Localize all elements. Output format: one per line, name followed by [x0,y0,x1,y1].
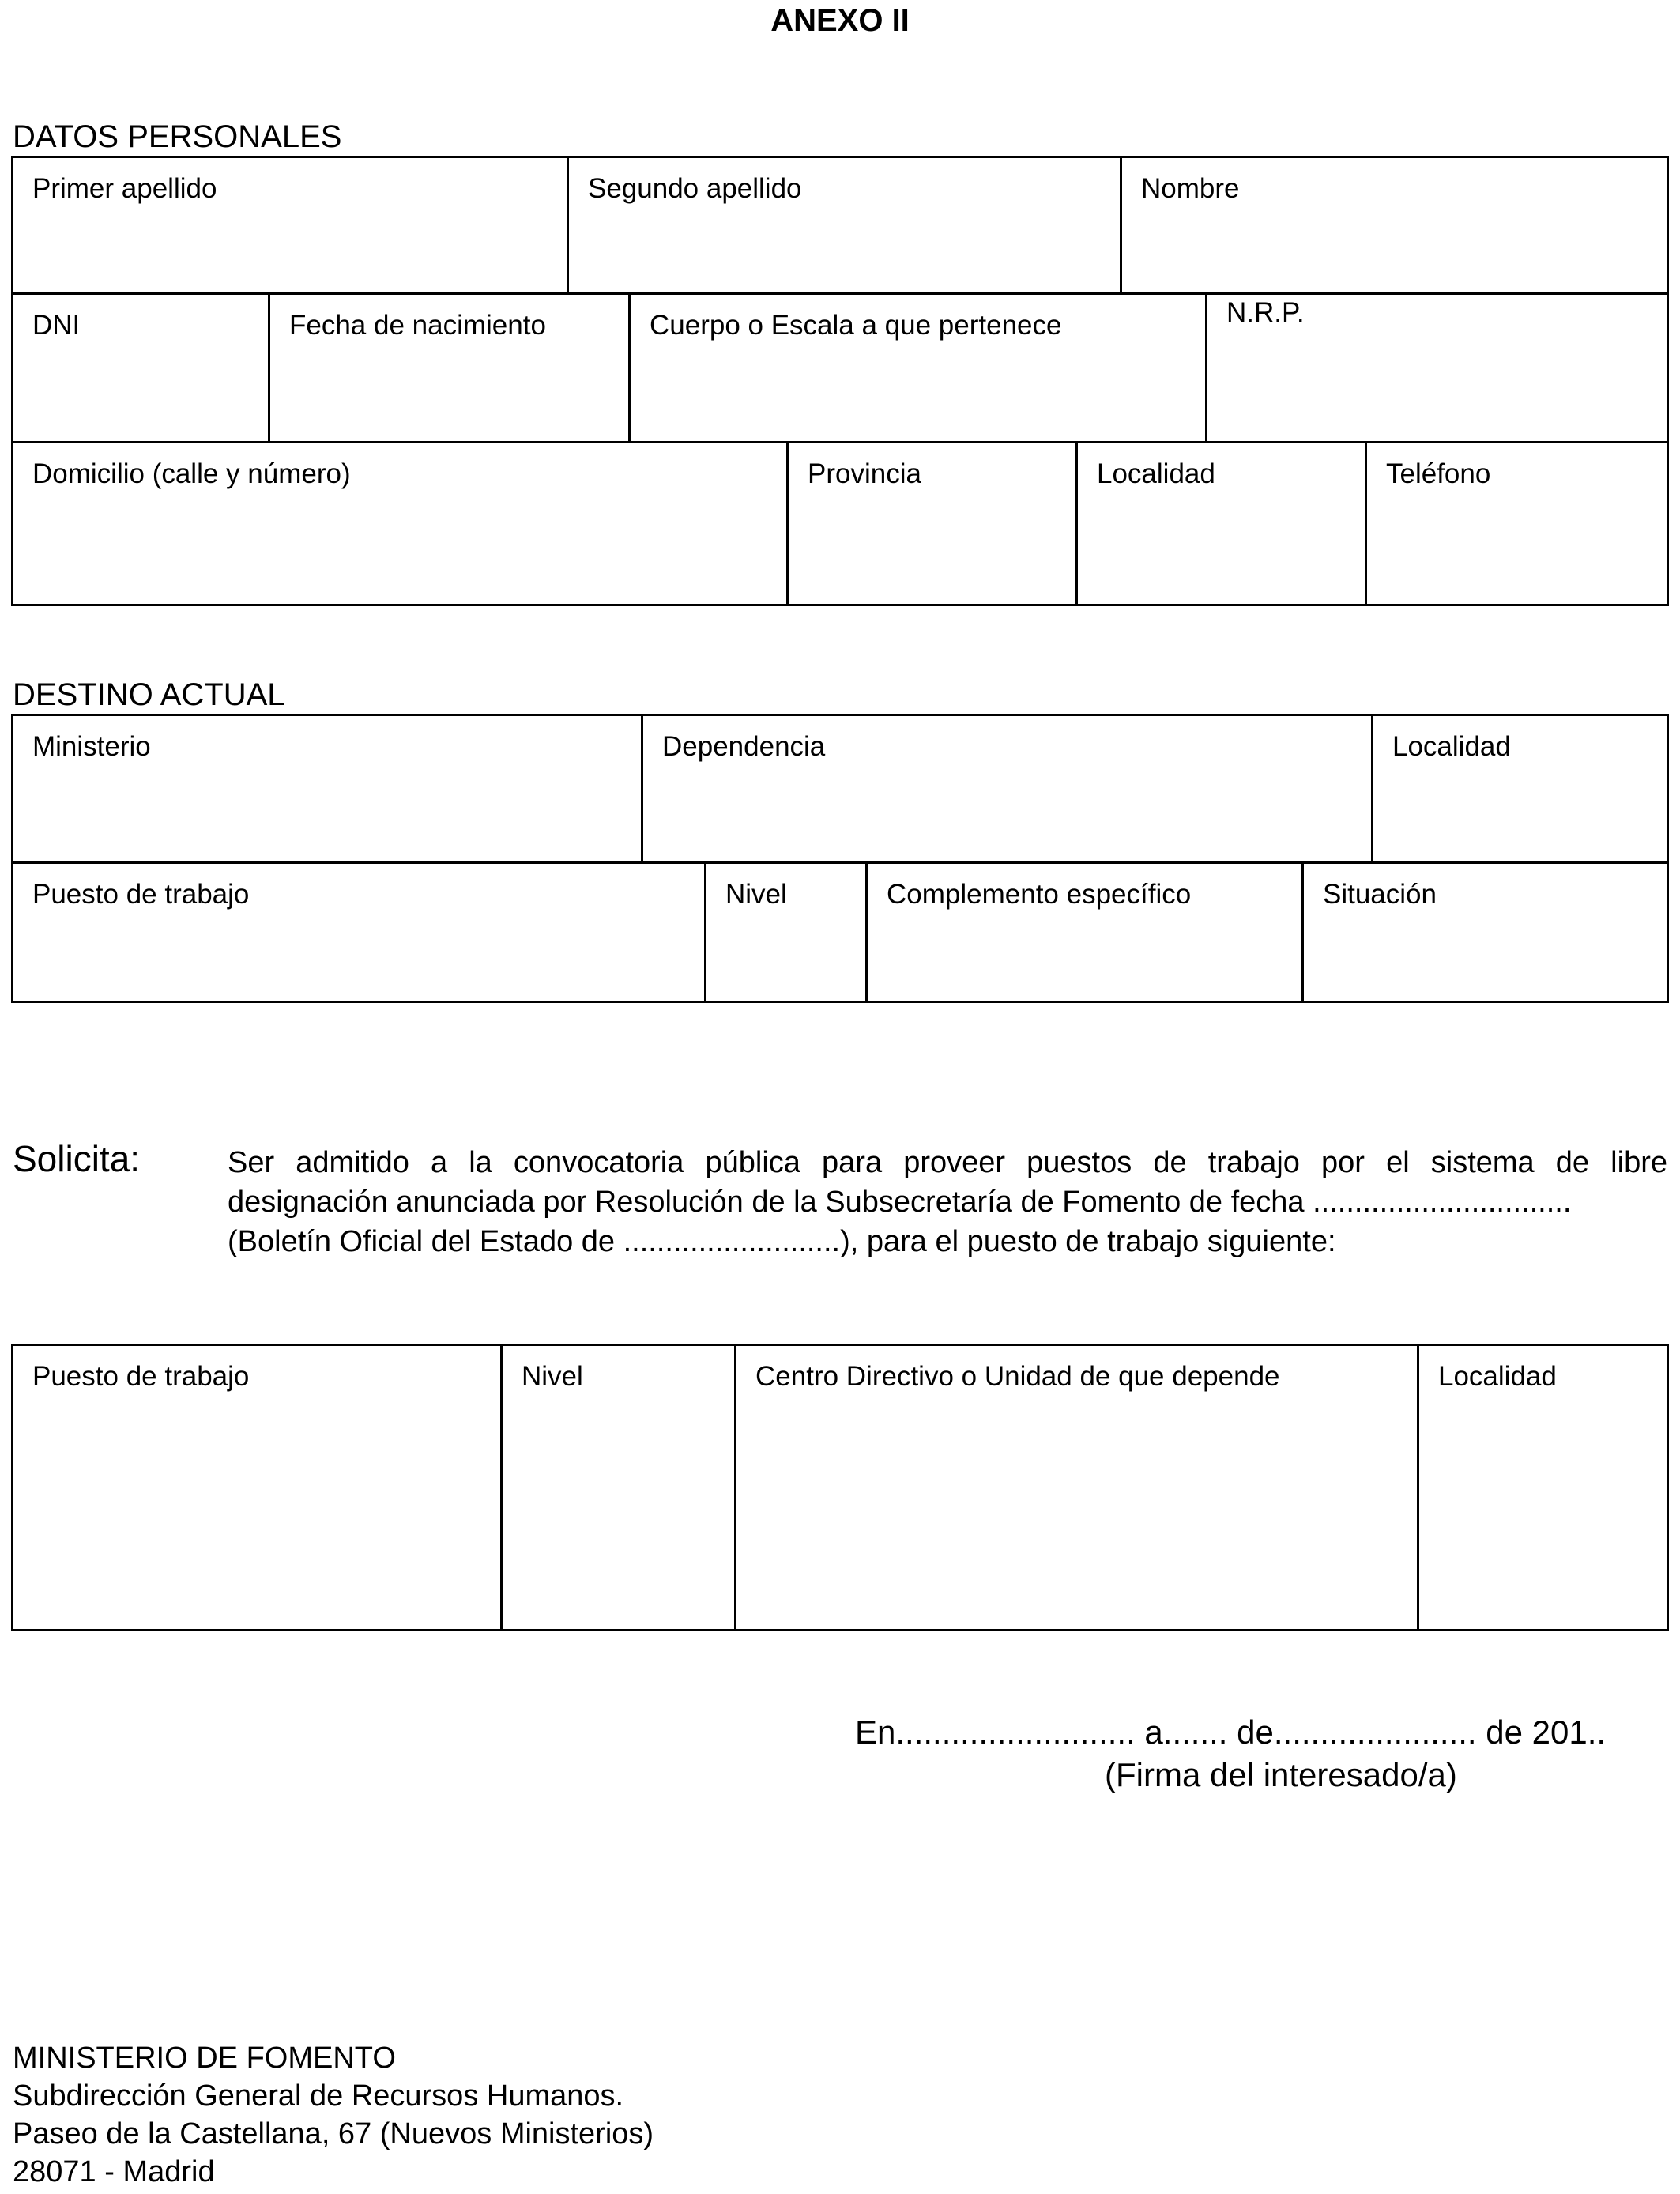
localidad-field[interactable] [1075,443,1365,604]
cuerpo-escala-field[interactable] [628,295,1205,443]
nombre-field[interactable] [1120,158,1667,292]
field-label: Nivel [725,879,787,910]
complemento-especifico-field[interactable] [865,864,1301,1001]
datos-personales-row-1 [13,158,1667,292]
field-label: Puesto de trabajo [32,879,250,910]
situacion-field[interactable] [1301,864,1667,1001]
datos-personales-row-3 [13,441,1667,604]
domicilio-field[interactable] [13,443,786,604]
solicita-line-3: (Boletín Oficial del Estado de ..........................), para el puesto de trabajo siguiente: [228,1225,1336,1258]
solicita-paragraph [228,1143,1667,1261]
field-label: Localidad [1392,731,1511,762]
puesto-actual-field[interactable] [13,864,704,1001]
solicita-line-1: Ser admitido a la convocatoria pública para proveer puestos de trabajo por el sistema de libre [228,1146,1667,1179]
destino-actual-table [11,714,1669,1003]
nivel-actual-field[interactable] [704,864,865,1001]
solicita-label: Solicita: [13,1138,141,1179]
field-label: Puesto de trabajo [32,1361,250,1392]
puesto-solicitado-table [11,1344,1669,1631]
segundo-apellido-field[interactable] [567,158,1120,292]
localidad-actual-field[interactable] [1371,716,1667,861]
field-label: Teléfono [1386,458,1491,489]
field-label: Localidad [1438,1361,1557,1392]
centro-directivo-field[interactable] [734,1346,1417,1629]
address-line: Paseo de la Castellana, 67 (Nuevos Ministerios) [13,2117,654,2151]
field-label: N.R.P. [1226,297,1305,328]
solicita-line-2: designación anunciada por Resolución de la Subsecretaría de Fomento de fecha ............................... [228,1186,1572,1219]
destino-actual-row-2 [13,861,1667,1001]
dni-field[interactable] [13,295,268,443]
dependencia-field[interactable] [641,716,1371,861]
field-label: Primer apellido [32,173,217,204]
destinatario-address [13,2039,654,2191]
field-label: Situación [1323,879,1437,910]
field-label: Localidad [1097,458,1215,489]
page-title: ANEXO II [770,3,910,38]
telefono-field[interactable] [1365,443,1667,604]
field-label: Complemento específico [887,879,1192,910]
puesto-solicitado-row [13,1346,1667,1629]
field-label: Cuerpo o Escala a que pertenece [650,310,1062,341]
destino-actual-row-1 [13,716,1667,861]
address-line: 28071 - Madrid [13,2155,215,2188]
fecha-line: En.......................... a....... de...................... de 201.. [855,1713,1607,1751]
nivel-solicitado-field[interactable] [500,1346,734,1629]
destino-actual-heading: DESTINO ACTUAL [13,677,285,712]
datos-personales-table [11,156,1669,606]
datos-personales-row-2 [13,292,1667,443]
address-line: MINISTERIO DE FOMENTO [13,2041,396,2075]
provincia-field[interactable] [786,443,1075,604]
field-label: Provincia [808,458,921,489]
firma-line: (Firma del interesado/a) [1105,1756,1457,1793]
field-label: Dependencia [662,731,826,762]
field-label: DNI [32,310,81,341]
field-label: Ministerio [32,731,151,762]
primer-apellido-field[interactable] [13,158,567,292]
field-label: Fecha de nacimiento [289,310,546,341]
puesto-solicitado-field[interactable] [13,1346,500,1629]
ministerio-field[interactable] [13,716,641,861]
nrp-field[interactable] [1205,295,1667,443]
field-label: Segundo apellido [588,173,802,204]
field-label: Nivel [522,1361,583,1392]
field-label: Centro Directivo o Unidad de que depende [755,1361,1280,1392]
field-label: Nombre [1141,173,1240,204]
localidad-solicitada-field[interactable] [1417,1346,1667,1629]
datos-personales-heading: DATOS PERSONALES [13,119,342,154]
field-label: Domicilio (calle y número) [32,458,351,489]
fecha-nacimiento-field[interactable] [268,295,628,443]
address-line: Subdirección General de Recursos Humanos. [13,2079,624,2113]
